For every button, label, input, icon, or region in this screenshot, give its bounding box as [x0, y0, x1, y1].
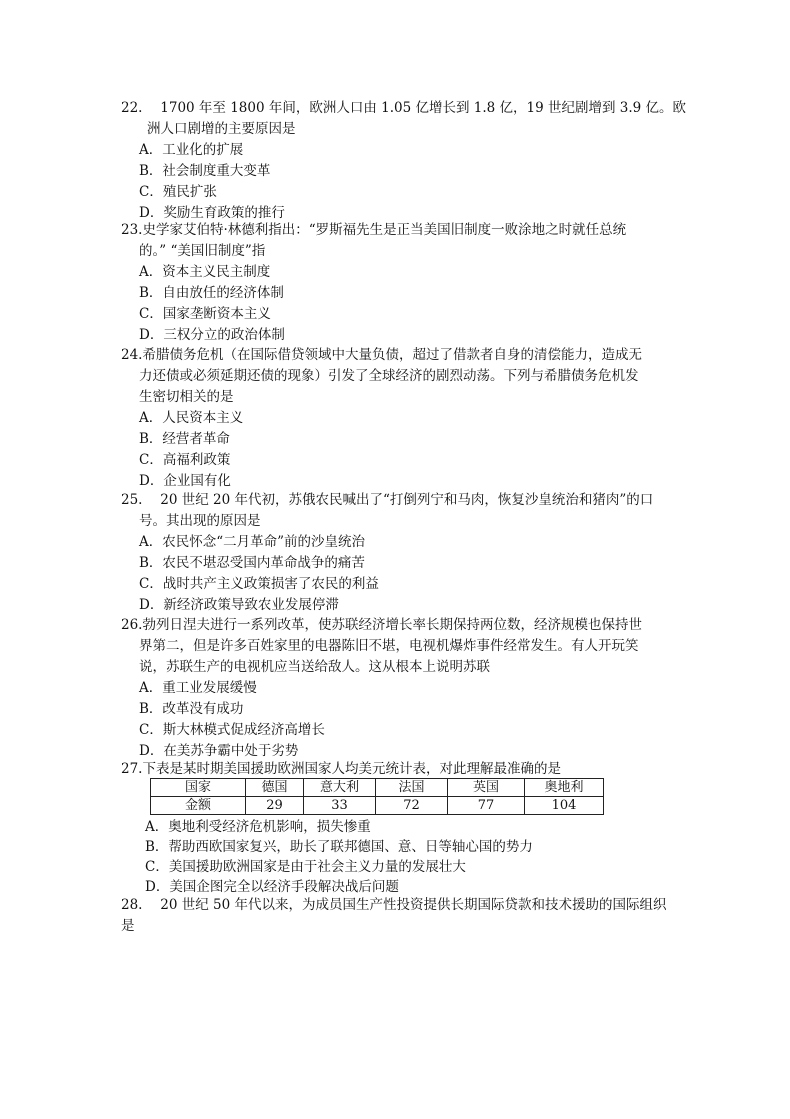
question-text: 22. 1700 年至 1800 年间，欧洲人口由 1.05 亿增长到 1.8 亿，19 世纪剧增到 3.9 亿。欧 [121, 100, 687, 116]
question-text: 力还债或必须延期还债的现象）引发了全球经济的剧烈动荡。下列与希腊债务危机发 [139, 368, 639, 384]
option-d: D．在美苏争霸中处于劣势 [139, 743, 299, 759]
option-c: C．战时共产主义政策损害了农民的利益 [139, 576, 379, 592]
question-text: 生密切相关的是 [139, 389, 234, 405]
question-text: 是 [121, 918, 135, 934]
question-text: 24.希腊债务危机（在国际借贷领域中大量负债，超过了借款者自身的清偿能力，造成无 [121, 347, 642, 363]
question-28 [121, 895, 681, 937]
option-d: D．三权分立的政治体制 [139, 327, 285, 343]
option-b: B．农民不堪忍受国内革命战争的痛苦 [139, 555, 365, 571]
option-a: A．农民怀念“二月革命”前的沙皇统治 [139, 534, 366, 550]
table-cell: 104 [525, 797, 604, 815]
question-23 [121, 220, 681, 346]
question-25 [121, 490, 681, 616]
option-c: C．美国援助欧洲国家是由于社会主义力量的发展壮大 [145, 859, 466, 875]
option-c: C．国家垄断资本主义 [139, 306, 271, 322]
table-cell: 国家 [151, 779, 246, 797]
option-d: D．奖励生育政策的推行 [139, 205, 285, 221]
table-cell: 德国 [246, 779, 304, 797]
question-27 [121, 760, 681, 778]
option-a: A．重工业发展缓慢 [139, 680, 257, 696]
table-cell: 33 [304, 797, 376, 815]
option-a: A．资本主义民主制度 [139, 264, 271, 280]
table-cell: 奥地利 [525, 779, 604, 797]
option-c: C．高福利政策 [139, 452, 231, 468]
option-b: B．自由放任的经济体制 [139, 285, 284, 301]
option-d: D．新经济政策导致农业发展停滞 [139, 597, 339, 613]
table-cell: 意大利 [304, 779, 376, 797]
question-text: 号。其出现的原因是 [139, 513, 261, 529]
question-26 [121, 615, 681, 762]
table-header-row [151, 779, 604, 797]
table-cell: 法国 [376, 779, 448, 797]
question-27-options [145, 817, 705, 897]
question-text: 26.勃列日涅夫进行一系列改革，使苏联经济增长率长期保持两位数，经济规模也保持世 [121, 617, 642, 633]
question-text: 25. 20 世纪 20 年代初，苏俄农民喊出了“打倒列宁和马肉，恢复沙皇统治和猪肉”的口 [121, 492, 654, 508]
table-cell: 金额 [151, 797, 246, 815]
table-row [151, 797, 604, 815]
question-text: 界第二，但是许多百姓家里的电器陈旧不堪，电视机爆炸事件经常发生。有人开玩笑 [139, 638, 639, 654]
question-text: 的。” “美国旧制度”指 [139, 243, 266, 259]
question-22 [121, 98, 687, 224]
question-text: 28. 20 世纪 50 年代以来，为成员国生产性投资提供长期国际贷款和技术援助的国际组织 [121, 897, 667, 913]
question-text: 23.史学家艾伯特·林德利指出：“罗斯福先生是正当美国旧制度一败涂地之时就任总统 [121, 222, 627, 238]
option-d: D．美国企图完全以经济手段解决战后问题 [145, 879, 399, 895]
table-cell: 72 [376, 797, 448, 815]
option-d: D．企业国有化 [139, 473, 231, 489]
option-b: B．社会制度重大变革 [139, 163, 271, 179]
option-b: B．帮助西欧国家复兴，助长了联邦德国、意、日等轴心国的势力 [145, 839, 533, 855]
table-cell: 29 [246, 797, 304, 815]
option-a: A．奥地利受经济危机影响，损失惨重 [145, 819, 371, 835]
table-cell: 英国 [448, 779, 525, 797]
option-a: A．工业化的扩展 [139, 142, 244, 158]
question-24 [121, 345, 681, 492]
option-b: B．经营者革命 [139, 431, 230, 447]
question-text: 27.下表是某时期美国援助欧洲国家人均美元统计表，对此理解最准确的是 [121, 761, 561, 777]
table-cell: 77 [448, 797, 525, 815]
question-text: 洲人口剧增的主要原因是 [147, 121, 296, 137]
option-b: B．改革没有成功 [139, 701, 244, 717]
option-c: C．殖民扩张 [139, 184, 217, 200]
question-text: 说，苏联生产的电视机应当送给敌人。这从根本上说明苏联 [139, 659, 490, 675]
aid-statistics-table [150, 778, 604, 815]
option-c: C．斯大林模式促成经济高增长 [139, 722, 325, 738]
option-a: A．人民资本主义 [139, 410, 244, 426]
